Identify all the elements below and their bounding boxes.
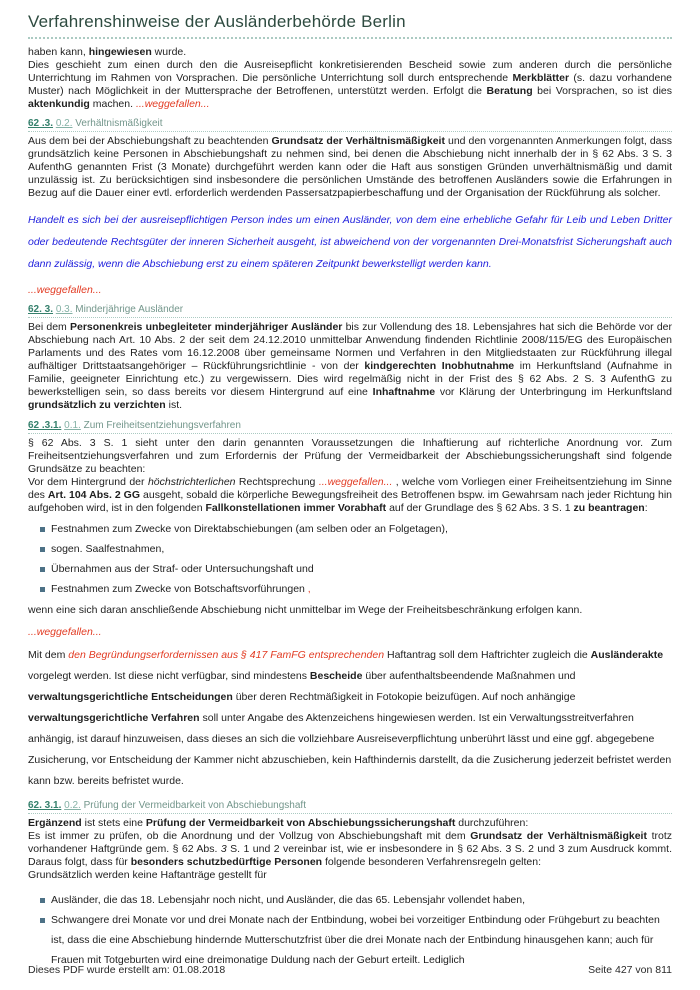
text-run: (s. dazu vorhandene Muster) nach Möglichkeit in der Muttersprache der Betroffenen, unterstützt werden. Erfolgt die (28, 72, 672, 97)
text-run: ...weggefallen... (135, 98, 210, 110)
text-run: folgende besonderen Verfahrensregeln gelten: (322, 856, 542, 868)
text-run: über deren Rechtmäßigkeit in Fotokopie beizufügen. Auf noch anhängige (232, 691, 576, 703)
text-run: Bescheide (309, 670, 363, 682)
subsection-number-link[interactable]: 0.1. (64, 420, 81, 431)
text-run: haben kann, (28, 46, 89, 58)
text-run: , (307, 583, 311, 595)
text-run: bis zur Vollendung des 18. Lebensjahres hat sich die Behörde vor der Abschiebung nach Art. 10 Abs. 2 der seit dem 24.12.2010 unmittelbar Anwendung findenden Richtlinie 2008/115/EG des Europäischen Parlaments und des Rates vom 16.12.2008 über gemeinsame Normen und Verfahren in den Mitgliedstaaten zur Rückführung illegal aufhältiger Drittstaatsangehöriger – Rückführungsrichtlinie - von der (28, 321, 673, 372)
paragraph (28, 59, 672, 111)
text-run: ist. (165, 399, 183, 411)
text-run: Fallkonstellationen immer Vorabhaft (205, 502, 387, 514)
text-run: Rechtsprechung (235, 476, 319, 488)
bullet-square-icon (40, 587, 45, 592)
text-run: bei Vorsprachen, so ist dies (532, 85, 672, 97)
text-run: hingewiesen (88, 46, 152, 58)
text-run: Beratung (486, 85, 533, 97)
text-run: Dies geschieht zum einen durch den die Ausreisepflicht konkretisierenden Bescheid sowie zum anderen durch die persönliche Unterrichtung im Rahmen von Vorsprachen. Die persönliche Unterrichtung soll durch entsprechende (28, 59, 672, 84)
paragraph (28, 476, 672, 515)
footer-created-date: Dieses PDF wurde erstellt am: 01.08.2018 (28, 964, 226, 976)
list-item (40, 583, 672, 596)
list-item (40, 910, 672, 970)
text-run: über aufenthaltsbeendende Maßnahmen und (362, 670, 576, 682)
footer-page-number: Seite 427 von 811 (588, 964, 672, 976)
text-run: Festnahmen zum Zwecke von Direktabschiebungen (am selben oder an Folgetagen), (51, 523, 448, 535)
paragraph (28, 135, 672, 200)
text-run: ist stets eine (81, 817, 146, 829)
paragraph (28, 869, 672, 882)
subsection-number-link[interactable]: 0.2. (64, 800, 81, 811)
text-run: Es ist immer zu prüfen, ob die Anordnung und der Vollzug von Abschiebungshaft mit dem (28, 830, 471, 842)
subsection-number-link[interactable]: 0.2. (55, 118, 73, 129)
bullet-square-icon (40, 898, 45, 903)
text-run: vor Klärung der Unterbringung im Herkunftsland (435, 386, 672, 398)
paragraph (28, 321, 672, 412)
text-run: trotz vorhandener Haftgründe gem. § 62 Abs. (28, 830, 673, 855)
section-number-link[interactable]: 62. 3. (28, 304, 54, 315)
text-run: machen. (89, 98, 136, 110)
text-run: Vor dem Hintergrund der (28, 476, 148, 488)
paragraph (28, 626, 672, 639)
text-run: § 62 Abs. 3 S. 1 sieht unter den darin genannten Voraussetzungen die Inhaftierung auf richterliche Anordnung vor. Zum Freiheitsentziehungsverfahren und zum Erfordernis der Prüfung der Vermeidbarkeit der Abschiebungssicherungshaft sind folgende Grundsätze zu beachten: (28, 437, 672, 475)
paragraph (28, 817, 672, 830)
text-run: im Herkunftsland (Aufnahme in Familie, geeigneter Einrichtung etc.) zu vergewissern. Dies wird regelmäßig nicht in der Frist des § 62 Abs. 2 S. 3 AufenthG zu bewerkstelligen sein, so dass bereits vor diesem Hintergrund auf eine (28, 360, 672, 398)
section-heading-label: Prüfung der Vermeidbarkeit von Abschiebungshaft (83, 800, 306, 811)
text-run: ausgeht, sobald die körperliche Bewegungsfreiheit des Betroffenen bspw. im Gewahrsam nach jeder Richtung hin aufgehoben wird, ist in den folgenden (28, 489, 672, 514)
title-divider (28, 37, 672, 39)
paragraph (28, 209, 672, 275)
bullet-list (28, 890, 672, 970)
section-heading-label: Verhältnismäßigkeit (75, 118, 163, 129)
text-run: verwaltungsgerichtliche Verfahren (28, 712, 200, 724)
text-run: Aus dem bei der Abschiebungshaft zu beachtenden (28, 135, 272, 147)
text-run: verwaltungsgerichtliche Entscheidungen (28, 691, 233, 703)
text-run: kindgerechten Inobhutnahme (364, 360, 515, 372)
bullet-square-icon (40, 918, 45, 923)
text-run: Inhaftnahme (372, 386, 436, 398)
text-run: Handelt es sich bei der ausreisepflichtigen Person indes um einen Ausländer, von dem eine erhebliche Gefahr für Leib und Leben Dritter oder bedeutende Rechtsgüter der inneren Sicherheit ausgeht, ist abweichend von der vorgenannten Drei-Monatsfrist Sicherungshaft auch dann zulässig, wenn die Abschiebung erst zu einem späteren Zeitpunkt bewerkstelligt werden kann. (28, 214, 672, 270)
section-heading (28, 304, 672, 318)
paragraph (28, 437, 672, 476)
text-run: ...weggefallen... (318, 476, 393, 488)
text-run: Haftantrag soll dem Haftrichter zugleich die (384, 649, 591, 661)
paragraph (28, 830, 672, 869)
text-run: Prüfung der Vermeidbarkeit von Abschiebungssicherungshaft (145, 817, 456, 829)
bullet-square-icon (40, 547, 45, 552)
text-run: ...weggefallen... (28, 284, 102, 296)
text-run: sogen. Saalfestnahmen, (51, 543, 165, 555)
document-body (28, 46, 672, 970)
section-number-link[interactable]: 62. 3.1. (28, 800, 62, 811)
text-run: 3 (220, 843, 227, 855)
text-run: ...weggefallen... (28, 626, 102, 638)
bullet-square-icon (40, 567, 45, 572)
text-run: Grundsätzlich werden keine Haftanträge gestellt für (28, 869, 267, 881)
text-run: aktenkundig (28, 98, 90, 110)
section-heading-label: Minderjährige Ausländer (75, 304, 184, 315)
page-content (0, 12, 700, 970)
list-item (40, 523, 672, 536)
text-run: wurde. (151, 46, 187, 58)
text-run: Schwangere drei Monate vor und drei Monate nach der Entbindung, wobei bei vorzeitiger Entbindung oder Frühgeburt zu beachten ist, dass die eine Abschiebung hindernde Mutterschutzfrist über die drei Monate nach der Entbindung hinausgehen kann; auch für Frauen mit Totgeburten wird eine dreimonatige Duldung nach der Geburt erteilt. Lediglich (51, 914, 660, 966)
subsection-number-link[interactable]: 0.3. (55, 304, 73, 315)
list-item (40, 543, 672, 556)
list-item (40, 890, 672, 910)
text-run: , welche vom Vorliegen einer Freiheitsentziehung im Sinne des (28, 476, 672, 501)
text-run: Ergänzend (28, 817, 82, 829)
page-title: Verfahrenshinweise der Ausländerbehörde Berlin (28, 12, 406, 31)
text-run: und den vorgenannten Anmerkungen folgt, dass grundsätzlich keine Personen in Abschiebungshaft zu nehmen sind, bei denen die Abschiebung nicht innerhalb der in § 62 Abs. 3 S. 3 AufenthG genannten Frist (3 Monate) durchgeführt werden kann oder die Haft aus sonstigen Gründen unverhältnismäßig und damit unzulässig ist. Zu berücksichtigen sind insbesondere die persönlichen Umstände des betroffenen Ausländers sowie die Erfahrungen in Bezug auf die Dauer einer evtl. erforderlich werdenden Passersatzpapierbeschaffung und der Organisation der Rückführung als solcher. (28, 135, 673, 199)
section-heading (28, 118, 672, 132)
text-run: : (644, 502, 648, 514)
paragraph (28, 645, 672, 792)
text-run: durchzuführen: (455, 817, 529, 829)
text-run: S. 1 und 2 vereinbar ist, wie er insbesondere in § 62 Abs. 3 S. 2 und 3 zum Ausdruck kommt. Daraus folgt, dass für (28, 843, 672, 868)
text-run: wenn eine sich daran anschließende Abschiebung nicht unmittelbar im Wege der Freiheitsbeschränkung erfolgen kann. (28, 604, 583, 616)
text-run: Ausländerakte (590, 649, 664, 661)
text-run: Art. 104 Abs. 2 GG (47, 489, 141, 501)
text-run: Merkblätter (512, 72, 570, 84)
section-number-link[interactable]: 62 .3. (28, 118, 54, 129)
section-heading-label: Zum Freiheitsentziehungsverfahren (83, 420, 241, 431)
paragraph (28, 284, 672, 297)
section-heading (28, 800, 672, 814)
text-run: besonders schutzbedürftige Personen (130, 856, 323, 868)
list-item (40, 563, 672, 576)
text-run: Personenkreis unbegleiteter minderjähriger Ausländer (70, 321, 343, 333)
text-run: Übernahmen aus der Straf- oder Untersuchungshaft und (51, 563, 314, 575)
text-run: Grundsatz der Verhältnismäßigkeit (470, 830, 647, 842)
text-run: grundsätzlich zu verzichten (28, 399, 166, 411)
bullet-list (28, 523, 672, 596)
text-run: höchstrichterlichen (147, 476, 236, 488)
text-run: soll unter Angabe des Aktenzeichens hingewiesen werden. Ist ein Verwaltungsstreitverfahren anhängig, ist darauf hinzuweisen, dass dieses an sich die vollziehbare Ausreiseverpflichtung unberührt lässt und eine ggf. abgegebene Zusicherung, vor Entscheidung der Kammer nicht abzuschieben, kein Hafthindernis darstellt, da die Zusicherung jederzeit befristet werden kann bzw. bereits befristet wurde. (28, 712, 672, 787)
paragraph (28, 604, 672, 617)
text-run: auf der Grundlage des § 62 Abs. 3 S. 1 (386, 502, 574, 514)
section-heading (28, 420, 672, 434)
text-run: Festnahmen zum Zwecke von Botschaftsvorführungen (51, 583, 308, 595)
text-run: Ausländer, die das 18. Lebensjahr noch nicht, und Ausländer, die das 65. Lebensjahr vollendet haben, (51, 894, 526, 906)
text-run: Grundsatz der Verhältnismäßigkeit (271, 135, 445, 147)
text-run: zu beantragen (573, 502, 645, 514)
text-run: Mit dem (28, 649, 69, 661)
text-run: Bei dem (28, 321, 70, 333)
text-run: den Begründungserfordernissen aus § 417 FamFG entsprechenden (68, 649, 385, 661)
paragraph (28, 46, 672, 59)
bullet-square-icon (40, 527, 45, 532)
text-run: vorgelegt werden. Ist diese nicht verfügbar, sind mindestens (28, 670, 310, 682)
page-footer (28, 964, 672, 976)
section-number-link[interactable]: 62 .3.1. (28, 420, 62, 431)
